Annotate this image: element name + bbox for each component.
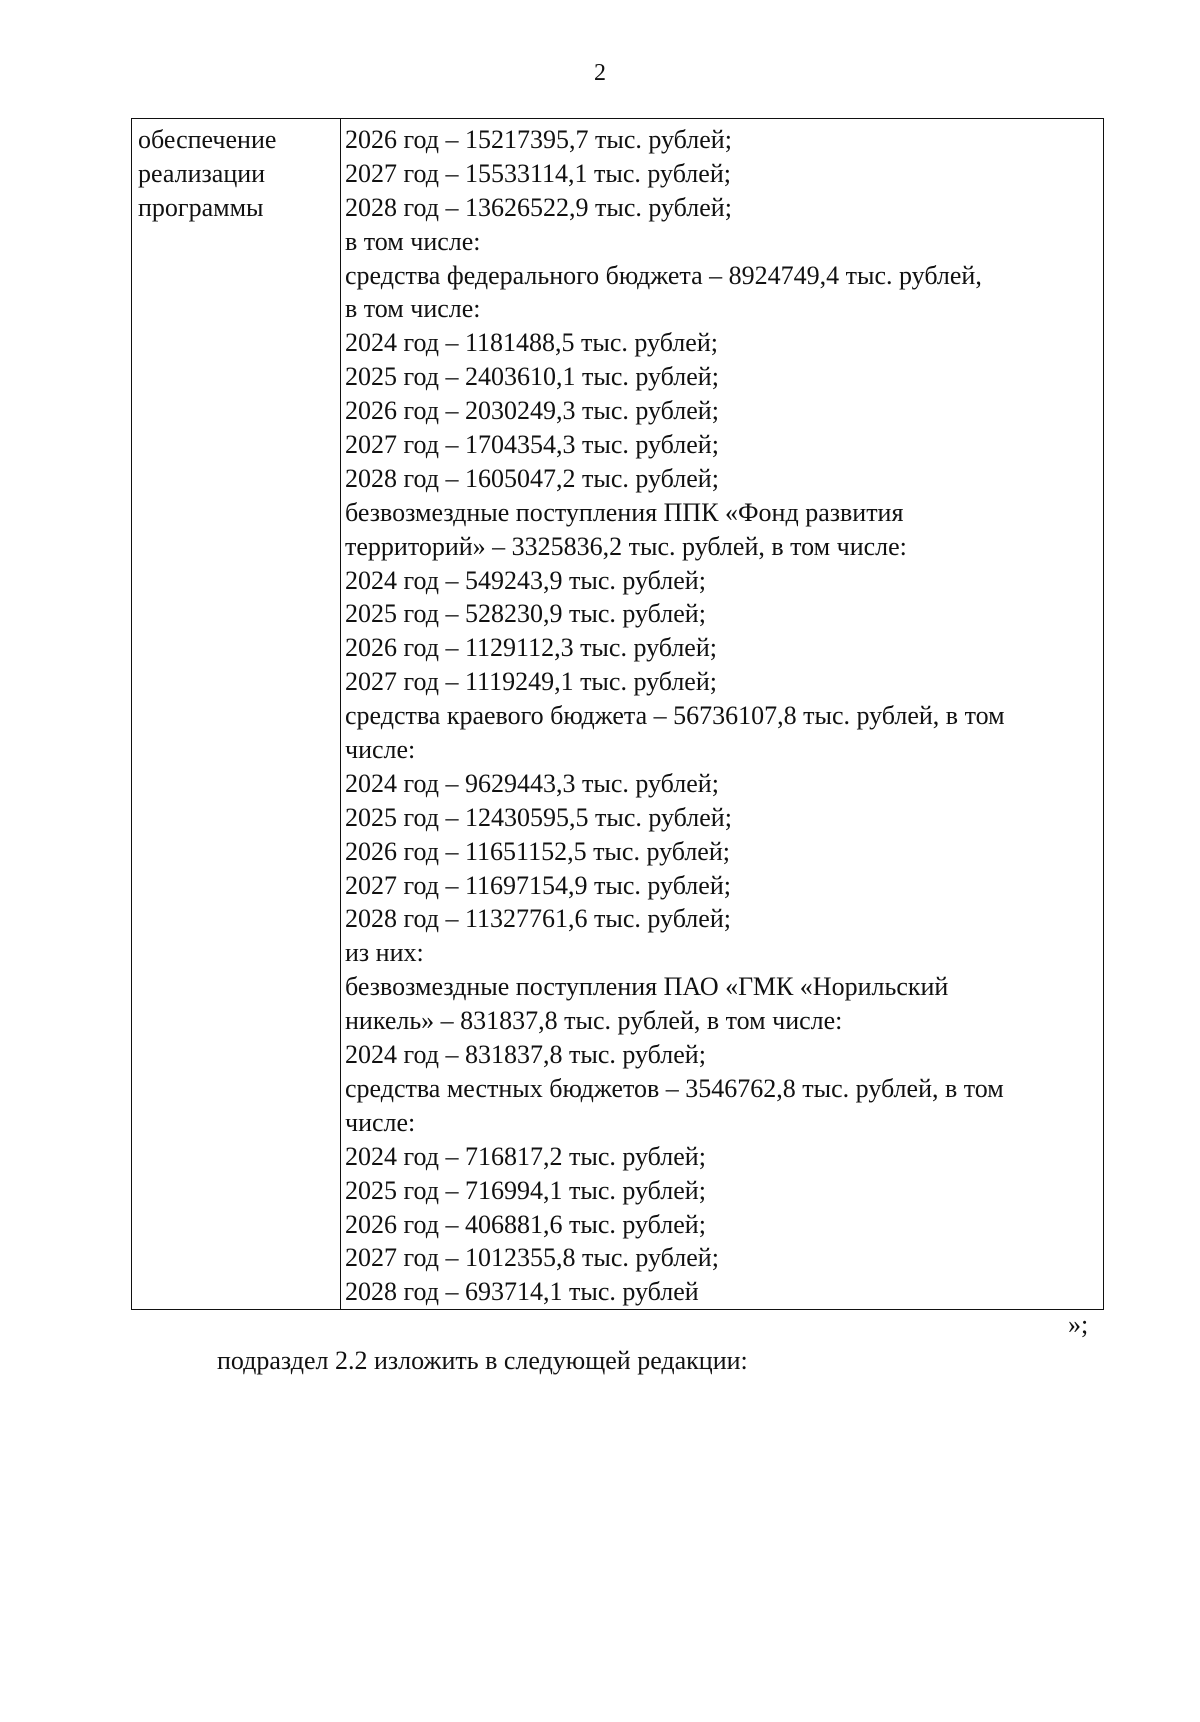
label-line: обеспечение xyxy=(138,125,277,154)
value-line: 2025 год – 528230,9 тыс. рублей; xyxy=(345,599,706,629)
label-cell xyxy=(132,119,341,1310)
value-line: 2026 год – 2030249,3 тыс. рублей; xyxy=(345,396,719,426)
page-number: 2 xyxy=(594,60,606,86)
value-line: безвозмездные поступления ПАО «ГМК «Норильский xyxy=(345,972,949,1002)
closing-quote: »; xyxy=(1068,1310,1089,1339)
value-line: 2026 год – 11651152,5 тыс. рублей; xyxy=(345,836,730,866)
value-line: средства краевого бюджета – 56736107,8 тыс. рублей, в том xyxy=(345,701,1005,731)
value-cell xyxy=(341,119,1104,1310)
value-line: 2028 год – 13626522,9 тыс. рублей; xyxy=(345,192,732,222)
value-line: безвозмездные поступления ППК «Фонд развития xyxy=(345,497,904,527)
value-line: 2028 год – 1605047,2 тыс. рублей; xyxy=(345,463,719,493)
value-line: 2026 год – 15217395,7 тыс. рублей; xyxy=(345,125,732,154)
value-line: 2024 год – 831837,8 тыс. рублей; xyxy=(345,1040,706,1070)
value-line: никель» – 831837,8 тыс. рублей, в том числе: xyxy=(345,1006,843,1036)
value-line: числе: xyxy=(345,735,416,765)
value-line: 2027 год – 11697154,9 тыс. рублей; xyxy=(345,870,731,900)
value-line: средства местных бюджетов – 3546762,8 тыс. рублей, в том xyxy=(345,1073,1004,1103)
value-line: 2025 год – 716994,1 тыс. рублей; xyxy=(345,1175,706,1205)
label-lines xyxy=(132,119,340,225)
label-line: программы xyxy=(138,192,264,222)
value-line: 2026 год – 1129112,3 тыс. рублей; xyxy=(345,633,717,663)
value-lines xyxy=(341,119,1103,1309)
value-line: 2026 год – 406881,6 тыс. рублей; xyxy=(345,1209,706,1239)
label-line: реализации xyxy=(138,158,266,188)
value-line: числе: xyxy=(345,1107,416,1137)
value-line: 2024 год – 716817,2 тыс. рублей; xyxy=(345,1141,706,1171)
value-line: 2025 год – 2403610,1 тыс. рублей; xyxy=(345,362,719,392)
value-line: 2024 год – 9629443,3 тыс. рублей; xyxy=(345,768,719,798)
value-line: 2028 год – 11327761,6 тыс. рублей; xyxy=(345,904,731,934)
value-line: 2024 год – 549243,9 тыс. рублей; xyxy=(345,565,706,595)
value-line: в том числе: xyxy=(345,226,481,256)
value-line: территорий» – 3325836,2 тыс. рублей, в том числе: xyxy=(345,531,907,561)
table-row xyxy=(132,119,1104,1310)
value-line: 2027 год – 1704354,3 тыс. рублей; xyxy=(345,430,719,460)
value-line: 2027 год – 15533114,1 тыс. рублей; xyxy=(345,158,731,188)
value-line: 2025 год – 12430595,5 тыс. рублей; xyxy=(345,802,732,832)
instruction-text: подраздел 2.2 изложить в следующей редакции: xyxy=(217,1346,748,1375)
value-line: 2028 год – 693714,1 тыс. рублей xyxy=(345,1277,699,1307)
value-line: 2027 год – 1119249,1 тыс. рублей; xyxy=(345,667,717,697)
value-line: 2024 год – 1181488,5 тыс. рублей; xyxy=(345,328,718,358)
value-line: в том числе: xyxy=(345,294,481,324)
value-line: средства федерального бюджета – 8924749,4 тыс. рублей, xyxy=(345,260,982,290)
value-line: из них: xyxy=(345,938,424,968)
funding-table xyxy=(131,118,1104,1310)
value-line: 2027 год – 1012355,8 тыс. рублей; xyxy=(345,1243,719,1273)
